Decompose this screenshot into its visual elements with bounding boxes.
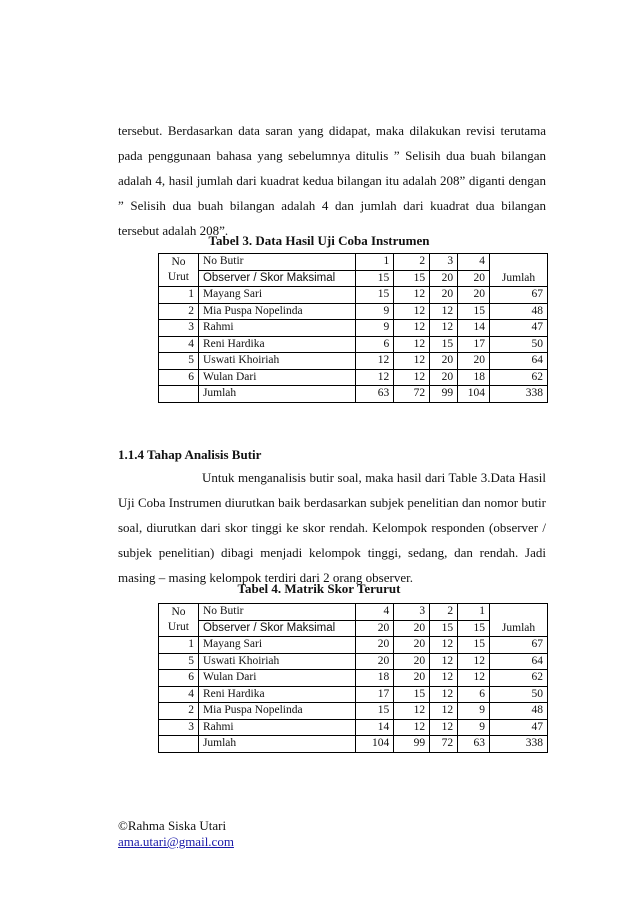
row-no: 4 (159, 686, 199, 703)
row-score: 15 (356, 287, 394, 304)
row-score: 18 (458, 369, 490, 386)
section-line: masing – masing kelompok terdiri dari 2 orang observer. (118, 570, 413, 585)
intro-line: tersebut adalah 208”. (118, 223, 229, 238)
row-score: 15 (356, 703, 394, 720)
table3-header-row (159, 254, 548, 271)
table-row (159, 369, 548, 386)
row-total: 62 (490, 670, 548, 687)
table4-total-row (159, 736, 548, 753)
column-total: 99 (430, 386, 458, 403)
empty-cell (159, 736, 199, 753)
row-score: 9 (356, 303, 394, 320)
row-total: 50 (490, 686, 548, 703)
column-total: 104 (458, 386, 490, 403)
row-name: Wulan Dari (198, 670, 355, 687)
row-total: 67 (490, 287, 548, 304)
row-score: 15 (458, 637, 490, 654)
row-score: 12 (430, 320, 458, 337)
section-heading: 1.1.4 Tahap Analisis Butir (118, 447, 262, 462)
max-score: 20 (356, 620, 394, 637)
row-name: Uswati Khoiriah (198, 353, 355, 370)
jumlah-header: Jumlah (490, 604, 548, 637)
max-score: 15 (458, 620, 490, 637)
table-row (159, 653, 548, 670)
column-total: 99 (394, 736, 430, 753)
intro-line: ” Selisih dua buah bilangan adalah 4 dan jumlah dari kuadrat dua bilangan (118, 198, 546, 213)
butir-number: 2 (394, 254, 430, 271)
row-score: 12 (394, 320, 430, 337)
row-score: 12 (394, 336, 430, 353)
column-total: 104 (356, 736, 394, 753)
row-no: 6 (159, 369, 199, 386)
section-line: Untuk menganalisis butir soal, maka hasil dari Table 3.Data Hasil (202, 470, 546, 485)
row-score: 14 (458, 320, 490, 337)
max-score: 15 (394, 270, 430, 287)
table4-header-row (159, 604, 548, 621)
row-name: Mia Puspa Nopelinda (198, 303, 355, 320)
max-score: 15 (356, 270, 394, 287)
row-total: 64 (490, 353, 548, 370)
row-no: 5 (159, 653, 199, 670)
row-name: Rahmi (198, 719, 355, 736)
row-name: Rahmi (198, 320, 355, 337)
column-total: 63 (458, 736, 490, 753)
row-total: 47 (490, 719, 548, 736)
row-score: 20 (430, 369, 458, 386)
butir-number: 2 (430, 604, 458, 621)
row-total: 47 (490, 320, 548, 337)
footer-author: ©Rahma Siska Utari (118, 818, 227, 833)
table-row (159, 287, 548, 304)
row-score: 20 (356, 653, 394, 670)
section-line: Uji Coba Instrumen diurutkan baik berdasarkan subjek penelitian dan nomor butir (118, 495, 546, 510)
row-name: Reni Hardika (198, 686, 355, 703)
table-row (159, 670, 548, 687)
intro-line: tersebut. Berdasarkan data saran yang didapat, maka dilakukan revisi terutama (118, 123, 546, 138)
row-score: 14 (356, 719, 394, 736)
row-score: 18 (356, 670, 394, 687)
row-score: 15 (430, 336, 458, 353)
butir-number: 4 (356, 604, 394, 621)
max-score: 20 (394, 620, 430, 637)
row-score: 12 (394, 703, 430, 720)
row-score: 20 (356, 637, 394, 654)
row-score: 6 (458, 686, 490, 703)
section-paragraph (118, 465, 546, 590)
row-score: 17 (356, 686, 394, 703)
total-label: Jumlah (198, 386, 355, 403)
butir-number: 1 (458, 604, 490, 621)
row-no: 1 (159, 637, 199, 654)
intro-line: pada penggunaan bahasa yang sebelumnya ditulis ” Selisih dua buah bilangan (118, 148, 546, 163)
butir-number: 4 (458, 254, 490, 271)
max-score: 20 (430, 270, 458, 287)
column-total: 72 (430, 736, 458, 753)
table3-caption: Tabel 3. Data Hasil Uji Coba Instrumen (208, 233, 430, 248)
table3 (158, 253, 548, 403)
urut-label: Urut (167, 621, 190, 633)
row-name: Reni Hardika (198, 336, 355, 353)
row-score: 20 (458, 287, 490, 304)
row-score: 12 (394, 719, 430, 736)
row-no: 1 (159, 287, 199, 304)
urut-label: Urut (167, 271, 190, 283)
row-score: 12 (394, 303, 430, 320)
row-score: 15 (394, 686, 430, 703)
max-score: 15 (430, 620, 458, 637)
row-score: 12 (430, 719, 458, 736)
max-score: 20 (458, 270, 490, 287)
no-butir-label: No Butir (198, 604, 355, 621)
row-no: 2 (159, 703, 199, 720)
row-score: 12 (430, 637, 458, 654)
grand-total: 338 (490, 736, 548, 753)
row-score: 20 (394, 670, 430, 687)
row-no: 3 (159, 719, 199, 736)
row-total: 50 (490, 336, 548, 353)
row-score: 15 (458, 303, 490, 320)
table-row (159, 336, 548, 353)
row-total: 67 (490, 637, 548, 654)
row-name: Mayang Sari (198, 287, 355, 304)
row-score: 12 (430, 686, 458, 703)
row-score: 20 (430, 287, 458, 304)
observer-label: Observer / Skor Maksimal (198, 270, 355, 287)
table-row (159, 686, 548, 703)
row-score: 6 (356, 336, 394, 353)
empty-cell (159, 386, 199, 403)
butir-number: 1 (356, 254, 394, 271)
table3-max-score-row (159, 270, 548, 287)
row-no: 5 (159, 353, 199, 370)
table4-no-header (159, 604, 199, 637)
row-score: 12 (394, 369, 430, 386)
row-no: 3 (159, 320, 199, 337)
table4 (158, 603, 548, 753)
row-score: 12 (356, 353, 394, 370)
footer-email-link[interactable]: ama.utari@gmail.com (118, 834, 234, 849)
row-score: 20 (394, 637, 430, 654)
row-score: 9 (458, 719, 490, 736)
section-line: soal, diurutkan dari skor tinggi ke skor rendah. Kelompok responden (observer / (118, 520, 546, 535)
butir-number: 3 (394, 604, 430, 621)
row-score: 20 (458, 353, 490, 370)
observer-label: Observer / Skor Maksimal (198, 620, 355, 637)
total-label: Jumlah (198, 736, 355, 753)
intro-line: adalah 4, hasil jumlah dari kuadrat kedua bilangan itu adalah 208” diganti dengan (118, 173, 546, 188)
table-row (159, 703, 548, 720)
row-total: 48 (490, 303, 548, 320)
table-row (159, 303, 548, 320)
no-label: No (171, 256, 186, 268)
row-score: 12 (356, 369, 394, 386)
row-name: Wulan Dari (198, 369, 355, 386)
table3-no-header (159, 254, 199, 287)
table-row (159, 320, 548, 337)
row-score: 9 (356, 320, 394, 337)
jumlah-header: Jumlah (490, 254, 548, 287)
table3-total-row (159, 386, 548, 403)
table-row (159, 637, 548, 654)
row-score: 20 (394, 653, 430, 670)
footer (118, 818, 234, 850)
grand-total: 338 (490, 386, 548, 403)
table-row (159, 719, 548, 736)
row-total: 62 (490, 369, 548, 386)
row-name: Mia Puspa Nopelinda (198, 703, 355, 720)
row-score: 12 (458, 670, 490, 687)
row-total: 64 (490, 653, 548, 670)
row-no: 6 (159, 670, 199, 687)
row-total: 48 (490, 703, 548, 720)
column-total: 63 (356, 386, 394, 403)
table4-caption: Tabel 4. Matrik Skor Terurut (237, 581, 401, 596)
intro-paragraph (118, 118, 546, 243)
butir-number: 3 (430, 254, 458, 271)
row-score: 12 (430, 653, 458, 670)
row-score: 9 (458, 703, 490, 720)
row-name: Mayang Sari (198, 637, 355, 654)
table4-max-score-row (159, 620, 548, 637)
row-no: 4 (159, 336, 199, 353)
row-score: 20 (430, 353, 458, 370)
column-total: 72 (394, 386, 430, 403)
row-score: 17 (458, 336, 490, 353)
row-score: 12 (394, 287, 430, 304)
section-line: subjek penelitian) dibagi menjadi kelompok tinggi, sedang, dan rendah. Jadi (118, 545, 546, 560)
row-no: 2 (159, 303, 199, 320)
row-score: 12 (430, 703, 458, 720)
no-label: No (171, 606, 186, 618)
row-name: Uswati Khoiriah (198, 653, 355, 670)
row-score: 12 (430, 670, 458, 687)
table-row (159, 353, 548, 370)
row-score: 12 (430, 303, 458, 320)
row-score: 12 (394, 353, 430, 370)
no-butir-label: No Butir (198, 254, 355, 271)
row-score: 12 (458, 653, 490, 670)
